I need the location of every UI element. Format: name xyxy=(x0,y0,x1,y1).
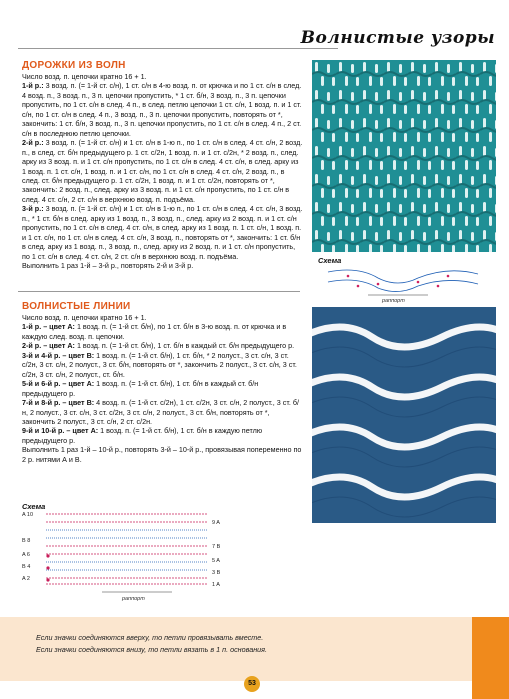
row-text: 1 возд. п. (= 1-й ст. б/н), 1 ст. б/н в каждый ст. б/н предыдущего р. xyxy=(76,341,295,351)
schema2-rapport: раппорт xyxy=(122,596,145,602)
schema2-right-label: 9 A xyxy=(212,520,220,526)
schema2-right-label: 7 B xyxy=(212,544,221,550)
section2-text xyxy=(22,313,304,507)
section2-row2 xyxy=(22,341,304,350)
schema2-label: Схема xyxy=(22,502,46,511)
row-label: 3-й и 4-й р. – цвет В: xyxy=(22,350,95,360)
row-label: 2-й р.: xyxy=(22,138,44,148)
section2-title: ВОЛНИСТЫЕ ЛИНИИ xyxy=(22,301,131,312)
section2-row78 xyxy=(22,398,304,426)
wave-swatch-photo xyxy=(312,307,496,523)
section-divider xyxy=(18,291,300,292)
section1-row1 xyxy=(22,81,304,138)
row-text: 3 возд. п. (= 1-й ст. с/н) и 1 ст. с/н в 1-ю п., по 1 ст. с/н в след. 4 ст. с/н, 2 возд. п., в след. ст. б/н предыдущего р. 1 ст. с/2н, 1 возд. п. и 1 ст. с/2н, * 2 возд. п., след. арку из 3 возд. п. и 1 ст. с/н пропустить, по 1 ст. с/н в след. 4 ст. с/н, в след. арку из 1 возд. п. 1 ст. с/н, 1 возд. п. и 1 ст. с/н, по 1 ст. с/н в след. 4 ст. с/н, 2 возд. п., в след. ст. б/н предыдущего р. 1 ст. с/2н, 1 возд. п. и 1 ст. с/2н, повторять от *, закончить: 2 возд. п., след. арку из 3 возд. п. и 1 ст. с/н пропустить, по 1 ст. с/н в след. 4 ст. с/н, 2 ст. с/н в верхнюю возд. п. подъёма. xyxy=(22,138,303,204)
page-number: 53 xyxy=(244,676,260,692)
schema2-left-label: A 10 xyxy=(22,512,34,518)
section1-title: ДОРОЖКИ ИЗ ВОЛН xyxy=(22,60,126,71)
row-text: 3 возд. п. (= 1-й ст. с/н) и 1 ст. с/н в 1-ю п., по 1 ст. с/н в след. 4 ст. с/н, 3 возд. п., * 1 ст. б/н в след. арку из 1 возд. п., 3 возд. п., след. арку из 2 возд. п. и 1 ст. с/н пропустить, по 1 ст. с/н в след. 4 ст. с/н, в след. арку из 1 возд. п. 1 ст. с/н, 1 возд. п. и 1 ст. с/н, по 1 ст. с/н в след. 4 ст. с/н, 3 возд. п., повторять от *, закончить: 1 ст. б/н в след. арку из 1 возд. п., 3 возд. п., след. арку из 2 возд. п. и 1 ст. с/н пропустить, по 1 ст. с/н в след. 4 ст. с/н, 2 ст. с/н в верхнюю возд. п. подъёма. xyxy=(22,204,303,261)
header-rule xyxy=(18,48,338,49)
schema2-left-label: B 8 xyxy=(22,538,31,544)
schema1-label: Схема xyxy=(318,256,342,265)
section1-row3 xyxy=(22,204,304,261)
row-text: 4 возд. п. (= 1-й ст. с/2н), 1 ст. с/2н, 3 ст. с/н, 2 полуст., 3 ст. б/н, 2 полуст., 3 ст. с/н, 3 ст. с/2н, 3 ст. с/н, 2 полуст., 3 ст. б/н, повторять от *, закончить 2 полуст., 3 ст. с/н, 2 ст. с/2н. xyxy=(22,398,299,426)
row-text: 1 возд. п. (= 1-й ст. б/н), 1 ст. б/н, * 2 полуст., 3 ст. с/н, 3 ст. с/2н, 3 ст. с/н, 2 полуст., 3 ст. б/н, повторять от *, закончить 2 полуст., 3 ст. с/н, 3 ст. с/2н, 3 ст. с/н, 2 полуст., ст. б/н. xyxy=(22,350,297,379)
row-label: 1-й р.: xyxy=(22,81,44,91)
row-label: 7-й и 8-й р. – цвет В: xyxy=(22,398,95,408)
wave-swatch-image xyxy=(312,307,496,523)
section2-row1 xyxy=(22,322,304,341)
row-text: 1 возд. п. (= 1-й ст. б/н), 1 ст. б/н в каждый ст. б/н предыдущего р. xyxy=(22,379,259,398)
row-label: 5-й и 6-й р. – цвет А: xyxy=(22,379,95,389)
section2-row910 xyxy=(22,426,304,445)
schema2-right-label: 3 B xyxy=(212,570,221,576)
schema1-diagram xyxy=(318,264,498,304)
section2-row34 xyxy=(22,351,304,379)
row-label: 3-й р.: xyxy=(22,204,44,214)
schema2-left-label: A 6 xyxy=(22,552,30,558)
schema2-right-label: 1 A xyxy=(212,582,220,588)
schema2-right-label: 5 A xyxy=(212,558,220,564)
section2-repeat: Выполнить 1 раз 1-й – 10-й р., повторять 3-й – 10-й р., провязывая попеременно по 2 р. нитями А и В. xyxy=(22,445,302,464)
row-label: 9-й и 10-й р. – цвет А: xyxy=(22,426,99,436)
schema2-diagram xyxy=(22,510,242,610)
row-text: 1 возд. п. (= 1-й ст. б/н), по 1 ст. б/н в 3-ю возд. п. от крючка и в каждую след. возд. п. цепочки. xyxy=(22,322,287,341)
section1-intro: Число возд. п. цепочки кратно 16 + 1. xyxy=(22,72,147,81)
lace-swatch-image xyxy=(312,60,496,252)
schema2-left-label: A 2 xyxy=(22,576,30,582)
row-label: 1-й р. – цвет А: xyxy=(22,322,75,332)
row-text: 3 возд. п. (= 1-й ст. с/н), 1 ст. с/н в 4-ю возд. п. от крючка и по 1 ст. с/н в след. 4 возд. п., 3 возд. п., 3 п. цепочки пропустить, * 1 ст. б/н, 3 возд. п., 3 п. цепочки пропустить, по 1 ст. с/н в след. 4 п., в след. петлю цепочки 1 ст. с/н, 1 возд. п. и 1 ст. с/н, по 1 ст. с/н в след. 4 п., 3 возд. п., 3 п. цепочки пропустить, повторять от *, закончить: 1 ст. б/н, 3 возд. п., 3 п. цепочки пропустить, по 1 ст. с/н в след. 4 п., 2 ст. с/н в последнюю петлю цепочки. xyxy=(22,81,302,138)
lace-swatch-photo xyxy=(312,60,496,252)
row-text: 1 возд. п. (= 1-й ст. б/н), 1 ст. б/н в каждую петлю предыдущего р. xyxy=(22,426,263,445)
orange-corner-bar xyxy=(472,617,509,699)
page-title: Волнистые узоры xyxy=(300,28,495,48)
section2-intro: Число возд. п. цепочки кратно 16 + 1. xyxy=(22,313,147,322)
schema2-left-label: B 4 xyxy=(22,564,31,570)
section1-text xyxy=(22,72,304,284)
footer-line-2: Если значки соединяются внизу, то петли вязать в 1 п. основания. xyxy=(36,645,268,654)
schema1-rapport: раппорт xyxy=(382,298,405,304)
section1-row2 xyxy=(22,138,304,204)
footer-line-1: Если значки соединяются вверху, то петли провязывать вместе. xyxy=(36,633,264,642)
row-label: 2-й р. – цвет А: xyxy=(22,341,75,351)
section2-row56 xyxy=(22,379,304,398)
section1-repeat: Выполнить 1 раз 1-й – 3-й р., повторять 2-й и 3-й р. xyxy=(22,261,194,271)
